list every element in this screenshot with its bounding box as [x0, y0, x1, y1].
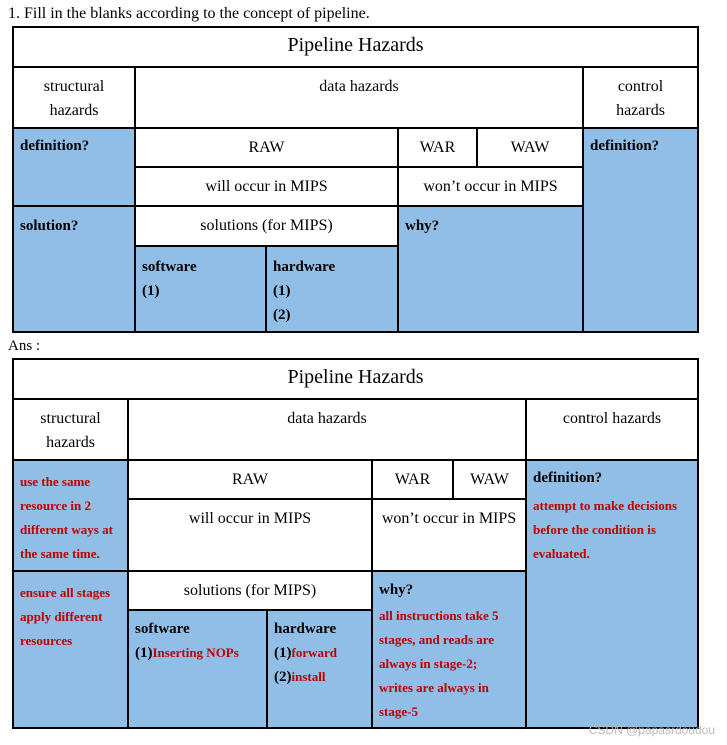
- t1-control-header: [582, 66, 699, 129]
- t2-hardware: hardware: [274, 621, 337, 637]
- t2-why-answer-2: stages, and reads are: [379, 632, 495, 647]
- t2-data-hazards: data hazards: [287, 410, 367, 427]
- t2-structural-def-2: resource in 2: [20, 498, 92, 513]
- t2-control-def-cell: [525, 459, 699, 729]
- t2-raw: RAW: [231, 471, 269, 488]
- t1-hardware-1: (1): [273, 283, 291, 299]
- t1-solution-cell: [12, 205, 136, 333]
- t2-hardware-1-text: forward: [291, 645, 337, 660]
- t2-hardware-1-num: (1): [274, 645, 292, 661]
- t2-structural-sol-3: resources: [20, 633, 73, 648]
- t2-why-answer-5: stage-5: [379, 704, 418, 719]
- t2-structural-sol-2: apply different: [20, 609, 103, 624]
- t1-software-1: (1): [142, 283, 160, 299]
- t1-wont-occur-cell: [397, 166, 584, 207]
- t2-software-cell: [127, 609, 268, 729]
- t2-data-header: [127, 398, 527, 461]
- t1-solutions-mips-cell: [134, 205, 399, 247]
- t2-waw-cell: [452, 459, 527, 500]
- t1-definition-left-cell: [12, 127, 136, 207]
- t2-control-def-3: evaluated.: [533, 546, 590, 561]
- t1-structural-line1: structural: [43, 78, 105, 95]
- t2-software-1-num: (1): [135, 645, 153, 661]
- t1-why: why?: [405, 218, 440, 234]
- t2-why: why?: [379, 582, 414, 598]
- watermark: CSDN @papasrdoudou: [588, 723, 715, 737]
- t2-why-answer-1: all instructions take 5: [379, 608, 499, 623]
- t2-structural-def-4: the same time.: [20, 546, 100, 561]
- t2-solutions-mips-cell: [127, 570, 373, 611]
- t2-structural-header: [12, 398, 129, 461]
- t2-software-1-text: Inserting NOPs: [152, 645, 239, 660]
- t1-control-line1: control: [617, 78, 664, 95]
- ans-label: Ans :: [8, 338, 41, 354]
- t1-control-line2: hazards: [616, 102, 665, 119]
- t2-will-occur-cell: [127, 498, 373, 572]
- t1-hardware-2: (2): [273, 307, 291, 323]
- t2-why-cell: [371, 570, 527, 729]
- t2-wont-occur-cell: [371, 498, 527, 572]
- t2-raw-cell: [127, 459, 373, 500]
- t1-will-occur-cell: [134, 166, 399, 207]
- t1-data-header: [134, 66, 584, 129]
- t2-control-def-2: before the condition is: [533, 522, 656, 537]
- t2-structural-sol-cell: [12, 570, 129, 729]
- t2-why-answer-4: writes are always in: [379, 680, 489, 695]
- t1-structural-line2: hazards: [49, 102, 99, 119]
- t1-will-occur: will occur in MIPS: [205, 178, 328, 195]
- t2-war: WAR: [394, 471, 431, 488]
- t2-title: Pipeline Hazards: [287, 366, 424, 388]
- t1-data-hazards: data hazards: [319, 78, 399, 95]
- t1-definition-right-cell: [582, 127, 699, 333]
- t1-raw-cell: [134, 127, 399, 168]
- t1-software-cell: [134, 245, 267, 333]
- t2-definition: definition?: [533, 470, 603, 486]
- t1-software: software: [142, 259, 197, 275]
- t2-control-hazards: control hazards: [562, 410, 662, 427]
- t1-war: WAR: [419, 139, 456, 156]
- t1-hardware-cell: [265, 245, 399, 333]
- t2-control-def-1: attempt to make decisions: [533, 498, 678, 513]
- t2-structural-def-3: different ways at: [20, 522, 113, 537]
- t2-structural-def-cell: [12, 459, 129, 572]
- t2-control-header: [525, 398, 699, 461]
- t2-software-1: [135, 645, 239, 662]
- t2-hardware-1: [274, 645, 337, 662]
- question-text: 1. Fill in the blanks according to the concept of pipeline.: [8, 5, 370, 22]
- t1-waw: WAW: [510, 139, 550, 156]
- t2-wont-occur: won’t occur in MIPS: [381, 510, 517, 527]
- t1-structural-header: [12, 66, 136, 129]
- t1-hardware: hardware: [273, 259, 336, 275]
- t1-solutions-mips: solutions (for MIPS): [200, 217, 333, 234]
- t1-title-cell: [12, 26, 699, 68]
- t1-war-cell: [397, 127, 478, 168]
- t1-why-cell: [397, 205, 584, 333]
- t1-definition-right: definition?: [590, 138, 660, 154]
- t2-hardware-2-num: (2): [274, 669, 292, 685]
- t2-title-cell: [12, 358, 699, 400]
- t1-raw: RAW: [248, 139, 285, 156]
- t1-definition-left: definition?: [20, 138, 90, 154]
- t2-hardware-cell: [266, 609, 373, 729]
- t1-wont-occur: won’t occur in MIPS: [423, 178, 558, 195]
- t2-war-cell: [371, 459, 454, 500]
- t1-waw-cell: [476, 127, 584, 168]
- t2-software: software: [135, 621, 190, 637]
- t2-structural-line1: structural: [40, 410, 101, 427]
- t2-why-answer-3: always in stage-2;: [379, 656, 478, 671]
- t2-structural-def-1: use the same: [20, 474, 91, 489]
- t2-structural-line2: hazards: [46, 434, 95, 451]
- t2-structural-sol-1: ensure all stages: [20, 585, 111, 600]
- t1-solution: solution?: [20, 218, 79, 234]
- t2-waw: WAW: [470, 471, 509, 488]
- t2-will-occur: will occur in MIPS: [188, 510, 312, 527]
- t2-hardware-2-text: install: [291, 669, 326, 684]
- t1-title: Pipeline Hazards: [287, 34, 424, 56]
- t2-hardware-2: [274, 669, 325, 686]
- t2-solutions-mips: solutions (for MIPS): [183, 582, 317, 599]
